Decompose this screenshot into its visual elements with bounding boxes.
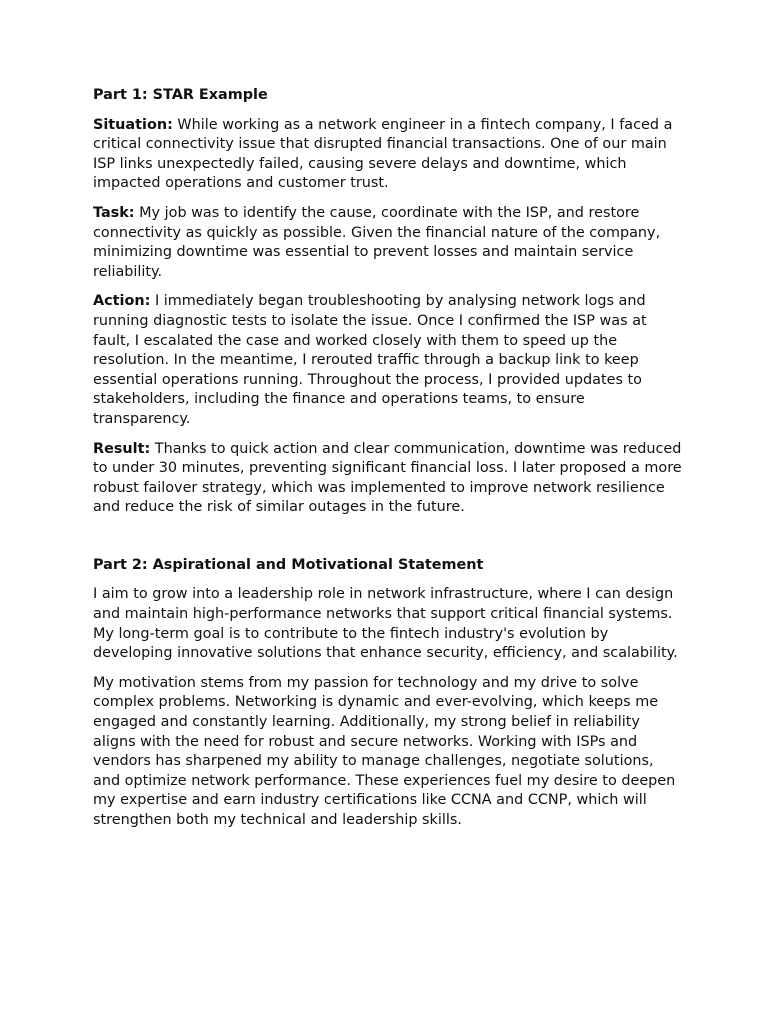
- task-paragraph: [93, 204, 683, 282]
- action-text: I immediately began troubleshooting by analysing network logs and running diagnostic tests to isolate the issue. Once I confirmed the ISP was at fault, I escalated the case and worked closely with them to speed up the resolution. In the meantime, I rerouted traffic through a backup link to keep essential operations running. Throughout the process, I provided updates to stakeholders, including the finance and operations teams, to ensure transparency.: [93, 293, 647, 427]
- action-label: Action:: [93, 293, 151, 310]
- result-text: Thanks to quick action and clear communication, downtime was reduced to under 30 minutes, preventing significant financial loss. I later proposed a more robust failover strategy, which was implemented to improve network resilience and reduce the risk of similar outages in the future.: [93, 440, 682, 516]
- aspiration-paragraph: I aim to grow into a leadership role in network infrastructure, where I can design and maintain high-performance networks that support critical financial systems. My long-term goal is to contribute to the fintech industry's evolution by developing innovative solutions that enhance security, efficiency, and scalability.: [93, 586, 678, 662]
- part2-heading: Part 2: Aspirational and Motivational Statement: [93, 556, 484, 573]
- situation-label: Situation:: [93, 116, 173, 133]
- situation-text: While working as a network engineer in a fintech company, I faced a critical connectivity issue that disrupted financial transactions. One of our main ISP links unexpectedly failed, causing severe delays and downtime, which impacted operations and customer trust.: [93, 116, 673, 192]
- action-paragraph: [93, 292, 683, 429]
- result-paragraph: [93, 440, 683, 518]
- document-page: [93, 86, 683, 841]
- result-label: Result:: [93, 440, 151, 457]
- part1-heading: Part 1: STAR Example: [93, 87, 268, 103]
- motivation-paragraph: My motivation stems from my passion for technology and my drive to solve complex problems. Networking is dynamic and ever-evolving, which keeps me engaged and constantly learning. Additionally, my strong belief in reliability aligns with the need for robust and secure networks. Working with ISPs and vendors has sharpened my ability to manage challenges, negotiate solutions, and optimize network performance. These experiences fuel my desire to deepen my expertise and earn industry certifications like CCNA and CCNP, which will strengthen both my technical and leadership skills.: [93, 674, 676, 828]
- task-text: My job was to identify the cause, coordinate with the ISP, and restore connectivity as quickly as possible. Given the financial nature of the company, minimizing downtime was essential to prevent losses and maintain service reliability.: [93, 204, 661, 280]
- situation-paragraph: [93, 116, 683, 194]
- task-label: Task:: [93, 204, 135, 221]
